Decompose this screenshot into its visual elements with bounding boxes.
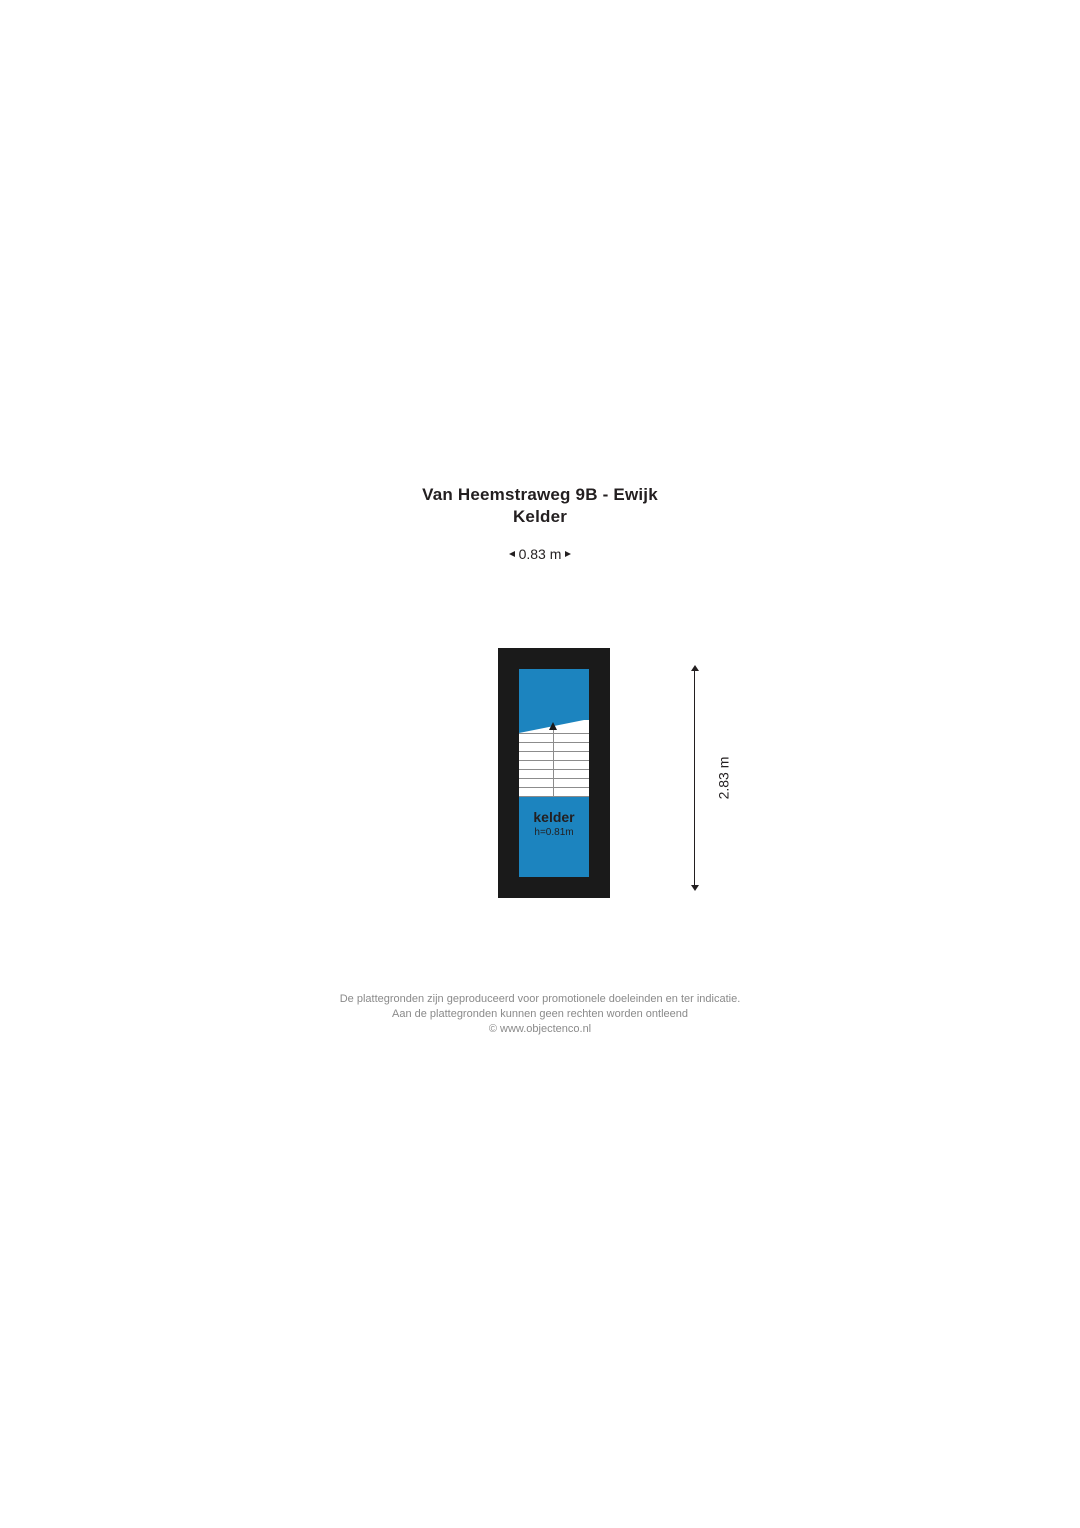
dimension-tick-left-icon — [509, 551, 515, 557]
page-title — [0, 484, 1080, 528]
staircase — [519, 720, 589, 797]
dimension-top-label: 0.83 m — [518, 546, 562, 562]
stair-direction-arrow-icon — [549, 722, 557, 730]
footer-line-1: De plattegronden zijn geproduceerd voor promotionele doeleinden en ter indicatie. — [339, 993, 741, 1005]
room-height: h=0.81m — [534, 827, 574, 838]
dimension-line — [694, 669, 695, 887]
dimension-top — [0, 546, 1080, 562]
footer-disclaimer — [0, 992, 1080, 1037]
footer-copyright: © www.objectenco.nl — [488, 1023, 592, 1035]
dimension-right-label: 2.83 m — [715, 756, 732, 800]
dimension-arrow-down-icon — [691, 885, 699, 891]
room-kelder — [519, 669, 589, 877]
title-address: Van Heemstraweg 9B - Ewijk — [422, 485, 658, 504]
room-name: kelder — [533, 809, 575, 825]
floorplan-walls — [498, 648, 610, 898]
title-floor: Kelder — [512, 507, 568, 526]
dimension-tick-right-icon — [565, 551, 571, 557]
room-label-group — [519, 809, 589, 840]
dimension-right — [680, 665, 732, 891]
footer-line-2: Aan de plattegronden kunnen geen rechten worden ontleend — [391, 1008, 688, 1020]
